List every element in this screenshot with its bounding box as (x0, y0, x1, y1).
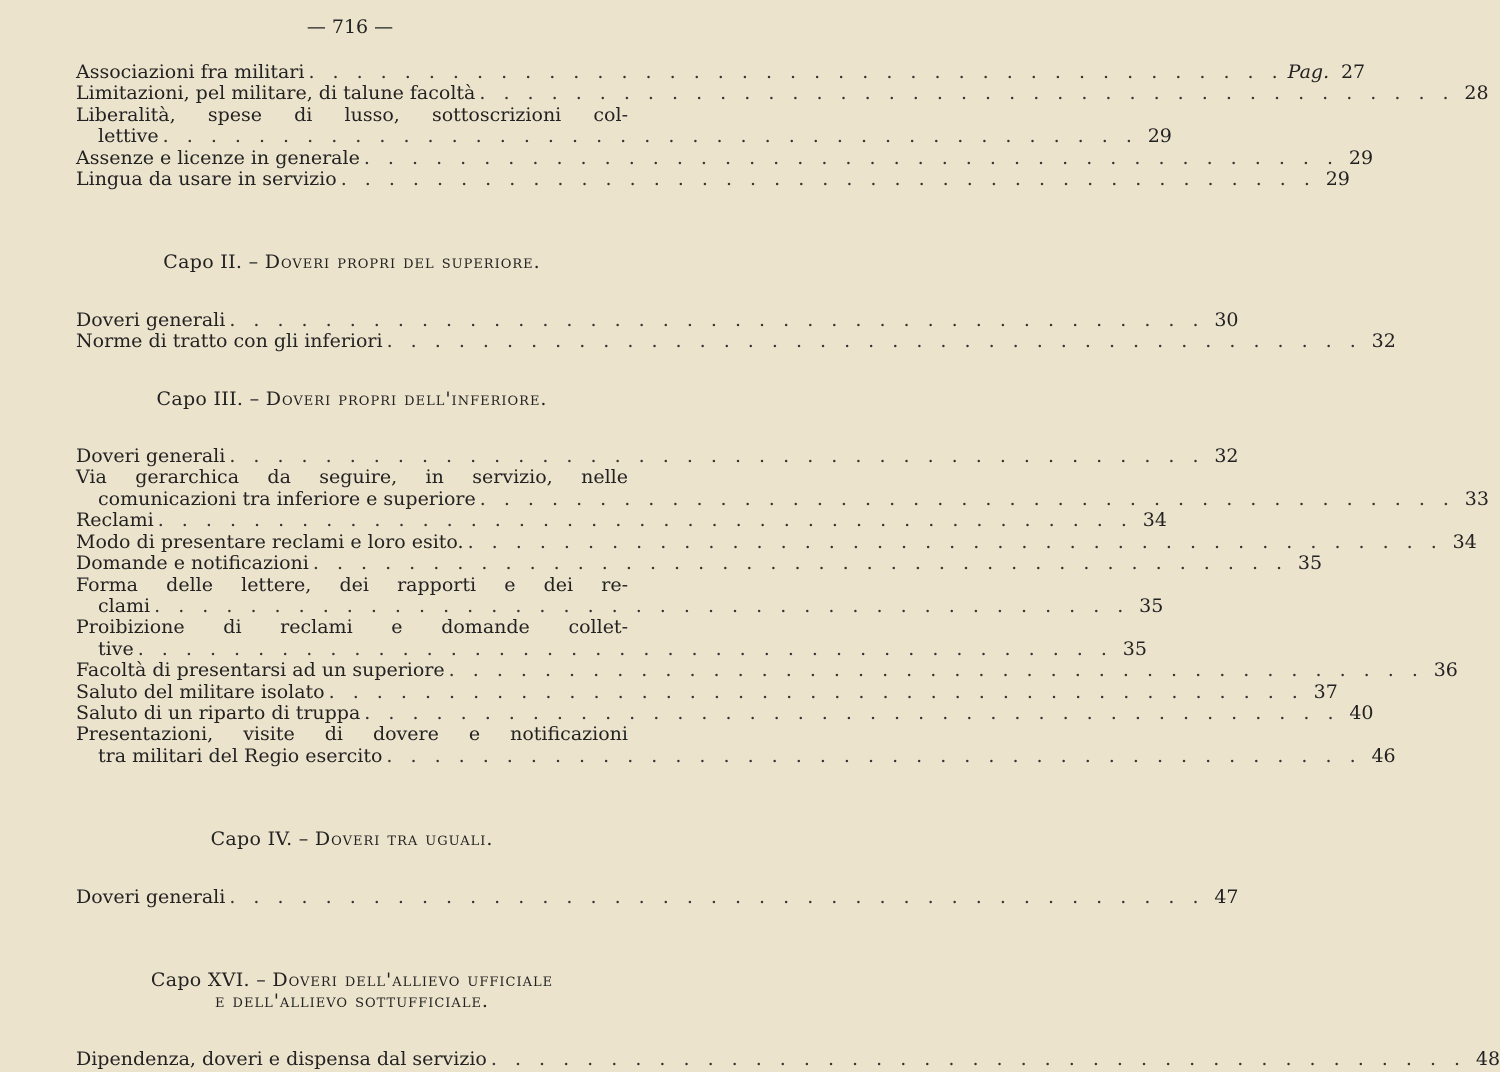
toc-entry[interactable] (76, 723, 1396, 767)
chapter-title: Doveri propri del superiore. (264, 251, 541, 274)
toc-entry-title: Norme di tratto con gli inferiori (76, 330, 383, 353)
toc-entry-title: Presentazioni, visite di dovere e notificazioni (76, 723, 628, 746)
toc-entry[interactable] (76, 701, 1374, 724)
toc-entry-title: Saluto di un riparto di truppa (76, 701, 361, 724)
toc-entry-title: Forma delle lettere, dei rapporti e dei re- (76, 573, 628, 596)
toc-section-capo-iv (76, 885, 1239, 908)
dot-leader: . . . . . . . . . . . . . . . . . . . . . . . . . . . . . . . . . . . . . . . . . (308, 61, 1284, 83)
toc-entry-title-continued: lettive (98, 125, 159, 148)
toc-section-0 (76, 61, 1489, 191)
dot-leader: . . . . . . . . . . . . . . . . . . . . . . . . . . . . . . . . . . . . . . . . . (448, 659, 1424, 682)
dot-leader: . . . . . . . . . . . . . . . . . . . . . . . . . . . . . . . . . . . . . . . . . (229, 885, 1205, 908)
toc-entry-title: Dipendenza, doveri e dispensa dal servizio (76, 1047, 487, 1070)
toc-entry-page: 32 (1371, 330, 1396, 353)
toc-entry-title-continued: clami (98, 594, 151, 617)
chapter-title-continued: e dell'allievo sottufficiale. (215, 990, 489, 1013)
dot-leader: . . . . . . . . . . . . . . . . . . . . . . . . . . . . . . . . . . . . . . . . . (229, 308, 1205, 331)
toc-entry-page: 40 (1349, 701, 1374, 724)
toc-entry[interactable] (76, 680, 1338, 703)
dot-leader: . . . . . . . . . . . . . . . . . . . . . . . . . . . . . . . . . . . . . . . . . (312, 552, 1289, 575)
chapter-title: Doveri tra uguali. (314, 828, 494, 851)
toc-entry[interactable] (76, 1047, 1500, 1070)
toc-entry[interactable] (76, 330, 1396, 353)
dot-leader: . . . . . . . . . . . . . . . . . . . . . . . . . . . . . . . . . . . . . . . . . (479, 487, 1455, 510)
toc-entry[interactable] (76, 509, 1167, 532)
dot-leader: . . . . . . . . . . . . . . . . . . . . . . . . . . . . . . . . . . . . . . . . . (229, 445, 1205, 468)
chapter-heading-capo-ii: Capo II. – Doveri propri del superiore. (163, 251, 541, 274)
toc-section-capo-ii (76, 308, 1396, 353)
toc-entry-title: Limitazioni, pel militare, di talune facoltà (76, 82, 476, 105)
toc-entry-page: 28 (1464, 82, 1489, 105)
toc-entry-title: Reclami (76, 509, 154, 532)
toc-entry[interactable] (76, 82, 1489, 105)
toc-entry[interactable] (76, 466, 1489, 510)
toc-entry-title-continued: tra militari del Regio esercito (98, 744, 383, 767)
chapter-title: Doveri propri dell'inferiore. (265, 387, 548, 410)
toc-entry[interactable] (76, 659, 1458, 682)
toc-entry[interactable] (76, 552, 1323, 575)
toc-entry-page: 46 (1371, 744, 1396, 767)
toc-entry-page: 48 (1475, 1047, 1500, 1070)
toc-entry-page: 34 (1142, 509, 1167, 532)
toc-entry-page: 36 (1433, 659, 1458, 682)
dot-leader: . . . . . . . . . . . . . . . . . . . . . . . . . . . . . . . . . . . . . . . . . (154, 594, 1130, 617)
toc-entry-page: 27 (1340, 61, 1366, 83)
dot-leader: . . . . . . . . . . . . . . . . . . . . . . . . . . . . . . . . . . . . . . . . . (328, 680, 1304, 703)
toc-entry-page: 37 (1313, 680, 1338, 703)
toc-entry[interactable] (76, 885, 1239, 908)
toc-section-capo-iii (76, 445, 1489, 767)
toc-entry-page: 29 (1147, 125, 1172, 148)
dot-leader: . . . . . . . . . . . . . . . . . . . . . . . . . . . . . . . . . . . . . . . . . (364, 701, 1340, 724)
toc-entry-page: 35 (1139, 594, 1164, 617)
chapter-title: Doveri dell'allievo ufficiale (272, 968, 554, 991)
dot-leader: . . . . . . . . . . . . . . . . . . . . . . . . . . . . . . . . . . . . . . . . . (340, 168, 1316, 191)
toc-entry-title: Proibizione di reclami e domande collet- (76, 616, 628, 639)
dot-leader: . . . . . . . . . . . . . . . . . . . . . . . . . . . . . . . . . . . . . . . . . (479, 82, 1455, 105)
toc-entry[interactable] (76, 103, 1172, 148)
toc-section-capo-xvi (76, 1047, 1500, 1070)
chapter-number: Capo XVI. (150, 968, 250, 991)
toc-entry[interactable] (76, 445, 1239, 468)
pag-label: Pag. (1287, 61, 1330, 83)
toc-entry[interactable] (76, 168, 1350, 191)
chapter-heading-capo-iii: Capo III. – Doveri propri dell'inferiore. (156, 387, 548, 410)
toc-entry-title: Doveri generali (76, 885, 226, 908)
toc-entry[interactable] (76, 573, 1164, 618)
toc-entry[interactable] (76, 530, 1477, 553)
dot-leader: . . . . . . . . . . . . . . . . . . . . . . . . . . . . . . . . . . . . . . . . . (137, 637, 1113, 660)
dot-leader: . . . . . . . . . . . . . . . . . . . . . . . . . . . . . . . . . . . . . . . . . (363, 146, 1340, 169)
table-of-contents (76, 61, 1500, 1070)
toc-entry-page: 34 (1452, 530, 1477, 553)
toc-entry-page: 29 (1325, 168, 1350, 191)
toc-entry[interactable] (76, 146, 1374, 169)
toc-entry[interactable] (76, 308, 1239, 331)
dot-leader: . . . . . . . . . . . . . . . . . . . . . . . . . . . . . . . . . . . . . . . . . (386, 330, 1362, 353)
dot-leader: . . . . . . . . . . . . . . . . . . . . . . . . . . . . . . . . . . . . . . . . . (386, 744, 1362, 767)
dot-leader: . . . . . . . . . . . . . . . . . . . . . . . . . . . . . . . . . . . . . . . . . (157, 509, 1133, 532)
toc-entry-page: 47 (1214, 885, 1239, 908)
toc-entry-title: Lingua da usare in servizio (76, 168, 337, 191)
chapter-heading-capo-xvi: Capo XVI. – Doveri dell'allievo ufficiale e dell'allievo sottufficiale. (76, 970, 628, 1013)
toc-entry-title: Liberalità, spese di lusso, sottoscrizioni col- (76, 103, 628, 126)
chapter-number: Capo III. (156, 387, 244, 410)
toc-entry-title: Via gerarchica da seguire, in servizio, nelle (76, 466, 628, 489)
toc-entry-page: 33 (1464, 487, 1489, 510)
toc-entry-title-continued: tive (98, 637, 134, 660)
toc-entry-page: 35 (1297, 552, 1323, 575)
toc-entry-page: 35 (1122, 637, 1147, 660)
toc-entry-title: Doveri generali (76, 308, 226, 331)
toc-entry-title: Saluto del militare isolato (76, 680, 325, 703)
toc-entry-page: 32 (1214, 445, 1239, 468)
dot-leader: . . . . . . . . . . . . . . . . . . . . . . . . . . . . . . . . . . . . . . . . . (490, 1047, 1467, 1070)
toc-entry-title: Domande e notificazioni (76, 552, 309, 575)
toc-entry[interactable] (76, 61, 1366, 83)
toc-entry-page: 29 (1348, 146, 1374, 169)
toc-entry-page: 30 (1214, 308, 1239, 331)
toc-entry-title: Facoltà di presentarsi ad un superiore (76, 659, 445, 682)
toc-entry-title: Modo di presentare reclami e loro esito. (76, 530, 464, 553)
toc-entry[interactable] (76, 616, 1147, 660)
chapter-heading-capo-iv: Capo IV. – Doveri tra uguali. (210, 828, 494, 851)
toc-entry-title: Doveri generali (76, 445, 226, 468)
toc-entry-title: Associazioni fra militari (76, 61, 305, 83)
dot-leader: . . . . . . . . . . . . . . . . . . . . . . . . . . . . . . . . . . . . . . . . . (467, 530, 1443, 553)
page-number: — 716 — (306, 16, 394, 38)
dot-leader: . . . . . . . . . . . . . . . . . . . . . . . . . . . . . . . . . . . . . . . . . (162, 125, 1138, 148)
chapter-number: Capo IV. (210, 828, 293, 851)
toc-entry-title-continued: comunicazioni tra inferiore e superiore (98, 487, 476, 510)
chapter-number: Capo II. (163, 251, 243, 274)
toc-entry-title: Assenze e licenze in generale (76, 146, 360, 169)
